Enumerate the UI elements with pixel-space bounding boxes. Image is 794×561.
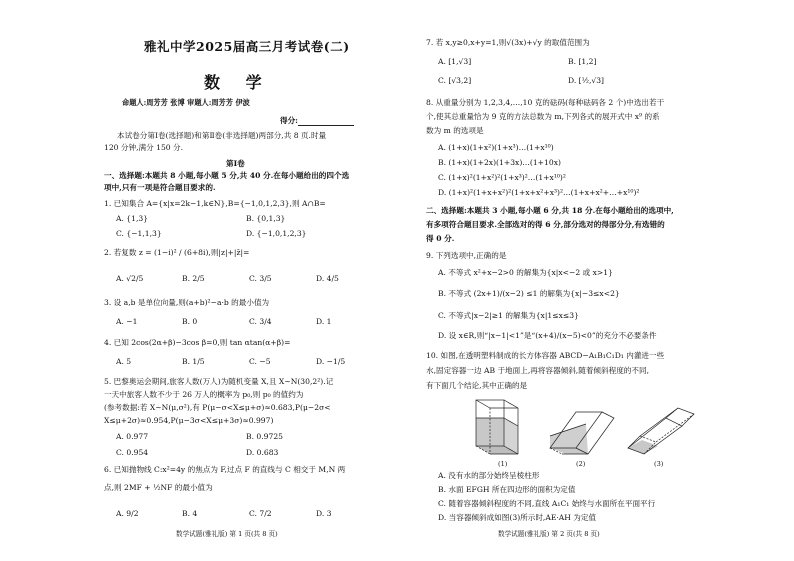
q2-stem: 2. 若复数 z = (1−i)² / (6+8i),则|z|+|z̄|= bbox=[104, 248, 250, 257]
footer-right: 数学试题(雅礼版) 第 2 页(共 8 页) bbox=[498, 530, 600, 538]
q2-option-b: B. 2/5 bbox=[182, 274, 205, 283]
section1-line-1: 一、选择题:本题共 8 小题,每小题 5 分,共 40 分.在每小题给出的四个选 bbox=[104, 171, 350, 180]
q2-option-d: D. 4/5 bbox=[316, 274, 339, 283]
intro-line-1: 本试卷分第Ⅰ卷(选择题)和第Ⅱ卷(非选择题)两部分,共 8 页.时量 bbox=[117, 131, 327, 140]
q3-option-a: A. −1 bbox=[116, 317, 138, 326]
cuboid-figure-1 bbox=[472, 394, 536, 460]
q9-option-b: B. 不等式 (2x+1)/(x−2) ≤1 的解集为{x|−3≤x<2} bbox=[438, 289, 620, 298]
q6-line-2: 点,则 2MF + ½NF 的最小值为 bbox=[104, 483, 213, 492]
q5-option-a: A. 0.977 bbox=[116, 432, 149, 441]
figure-label-1: (1) bbox=[498, 460, 508, 468]
q8-option-b: B. (1+x)(1+2x)(1+3x)…(1+10x) bbox=[438, 158, 561, 167]
q8-option-c: C. (1+x)²(1+x²)²(1+x³)²…(1+x¹⁰)² bbox=[438, 173, 566, 182]
q10-option-a: A. 没有水的部分始终呈棱柱形 bbox=[438, 471, 540, 480]
q1-option-d: D. {−1,0,1,2,3} bbox=[246, 229, 307, 238]
q10-line-2: 水,固定容器一边 AB 于地面上,再将容器倾斜,随着倾斜程度的不同, bbox=[426, 366, 649, 375]
q1-option-c: C. {−1,1,3} bbox=[116, 229, 162, 238]
q9-option-d: D. 设 x∈R,则“|x−1|<1”是“(x+4)/(x−5)<0”的充分不必要条件 bbox=[438, 331, 657, 340]
q7-option-d: D. [½,√3] bbox=[568, 76, 605, 85]
q7-stem: 7. 若 x,y≥0,x+y=1,则√(3x)+√y 的取值范围为 bbox=[426, 38, 590, 47]
q3-option-d: D. 1 bbox=[316, 317, 332, 326]
score-field bbox=[280, 116, 354, 126]
q10-figure-3 bbox=[622, 402, 698, 460]
q1-option-b: B. {0,1,3} bbox=[246, 214, 286, 223]
q4-option-a: A. 5 bbox=[116, 357, 132, 366]
q5-option-c: C. 0.954 bbox=[116, 448, 149, 457]
q7-option-c: C. [√3,2] bbox=[438, 76, 472, 85]
q6-option-a: A. 9/2 bbox=[116, 509, 139, 518]
part1-title: 第Ⅰ卷 bbox=[226, 159, 245, 168]
score-blank bbox=[298, 116, 354, 126]
section2-line-1: 二、选择题:本题共 3 小题,每小题 6 分,共 18 分.在每小题给出的选项中, bbox=[426, 206, 674, 215]
q4-option-d: D. −1/5 bbox=[316, 357, 346, 366]
q2-option-a: A. √2/5 bbox=[116, 274, 144, 283]
q3-stem: 3. 设 a,b 是单位向量,则(a+b)²−a·b 的最小值为 bbox=[104, 298, 270, 307]
left-column bbox=[104, 0, 374, 561]
q9-option-a: A. 不等式 x²+x−2>0 的解集为{x|x<−2 或 x>1} bbox=[438, 268, 613, 277]
q10-option-d: D. 当容器倾斜成如图(3)所示时,AE·AH 为定值 bbox=[438, 513, 597, 522]
q2-option-c: C. 3/5 bbox=[249, 274, 272, 283]
q10-figure-1 bbox=[472, 394, 536, 460]
q5-line-4: X≤μ+2σ)≈0.954,P(μ−3σ<X≤μ+3σ)≈0.997) bbox=[104, 416, 274, 425]
q3-option-c: C. 3/4 bbox=[249, 317, 272, 326]
q9-stem: 9. 下列选项中,正确的是 bbox=[426, 251, 507, 260]
q7-option-b: B. [1,2] bbox=[568, 57, 597, 66]
right-column bbox=[426, 0, 698, 561]
q4-option-b: B. 1/5 bbox=[182, 357, 205, 366]
cuboid-figure-2 bbox=[546, 402, 620, 460]
q10-option-c: C. 随着容器倾斜程度的不同,直线 A₁C₁ 始终与水面所在平面平行 bbox=[438, 499, 656, 508]
q8-line-2: 个,使其总重量恰为 9 克的方法总数为 m,下列各式的展开式中 x⁹ 的系 bbox=[426, 112, 660, 121]
q4-stem: 4. 已知 2cos(2α+β)−3cos β=0,则 tan αtan(α+β)= bbox=[104, 338, 291, 347]
q5-line-2: 一天中旅客人数不少于 26 万人的概率为 p₀,则 p₀ 的值约为 bbox=[104, 390, 304, 399]
intro-line-2: 120 分钟,满分 150 分. bbox=[104, 143, 184, 152]
authors-line: 命题人:周芳芳 张博 审题人:周芳芳 伊波 bbox=[122, 98, 250, 107]
cuboid-figure-3 bbox=[622, 402, 698, 460]
q10-figure-2 bbox=[546, 402, 620, 460]
exam-title: 雅礼中学2025届高三月考试卷(二) bbox=[144, 39, 350, 54]
q5-option-b: B. 0.9725 bbox=[246, 432, 283, 441]
q9-option-c: C. 不等式|x−2|≥1 的解集为{x|1≤x≤3} bbox=[438, 311, 579, 320]
q6-option-c: C. 7/2 bbox=[249, 509, 272, 518]
q8-option-a: A. (1+x)(1+x²)(1+x³)…(1+x¹⁰) bbox=[438, 143, 554, 152]
q8-line-3: 数为 m 的选项是 bbox=[426, 126, 484, 135]
q3-option-b: B. 0 bbox=[182, 317, 198, 326]
exam-subject: 数 学 bbox=[204, 73, 272, 92]
section2-line-2: 有多项符合题目要求.全部选对的得 6 分,部分选对的得部分分,有选错的 bbox=[426, 220, 665, 229]
q6-line-1: 6. 已知抛物线 C:x²=4y 的焦点为 F,过点 F 的直线与 C 相交于 M,N 两 bbox=[104, 465, 346, 474]
q1-stem: 1. 已知集合 A={x|x=2k−1,k∈N},B={−1,0,1,2,3},则 A∩B= bbox=[104, 199, 326, 208]
q6-option-d: D. 3 bbox=[316, 509, 332, 518]
q4-option-c: C. −5 bbox=[249, 357, 271, 366]
q8-line-1: 8. 从重量分别为 1,2,3,4,…,10 克的砝码(每种砝码各 2 个)中选出若干 bbox=[426, 98, 665, 107]
footer-left: 数学试题(雅礼版) 第 1 页(共 8 页) bbox=[176, 530, 278, 538]
q6-option-b: B. 4 bbox=[182, 509, 198, 518]
section2-line-3: 得 0 分. bbox=[426, 234, 455, 243]
q10-option-b: B. 水面 EFGH 所在四边形的面积为定值 bbox=[438, 485, 576, 494]
section1-line-2: 项中,只有一项是符合题目要求的. bbox=[104, 183, 216, 192]
q7-option-a: A. [1,√3] bbox=[438, 57, 472, 66]
q10-line-3: 有下面几个结论,其中正确的是 bbox=[426, 381, 528, 390]
q5-option-d: D. 0.683 bbox=[246, 448, 279, 457]
figure-label-3: (3) bbox=[654, 460, 664, 468]
q8-option-d: D. (1+x)²(1+x+x²)²(1+x+x²+x³)²…(1+x+x²+…+x¹⁰)² bbox=[438, 188, 640, 197]
figure-label-2: (2) bbox=[576, 460, 586, 468]
q5-line-1: 5. 巴黎奥运会期间,旅客人数(万人)为随机变量 X,且 X~N(30,2²).记 bbox=[104, 377, 334, 386]
q5-line-3: (参考数据:若 X~N(μ,σ²),有 P(μ−σ<X≤μ+σ)≈0.683,P(μ−2σ< bbox=[104, 403, 331, 412]
q10-line-1: 10. 如图,在透明塑料制成的长方体容器 ABCD−A₁B₁C₁D₁ 内灌进一些 bbox=[426, 351, 665, 360]
score-label: 得分: bbox=[280, 116, 298, 125]
q1-option-a: A. {1,3} bbox=[116, 214, 149, 223]
